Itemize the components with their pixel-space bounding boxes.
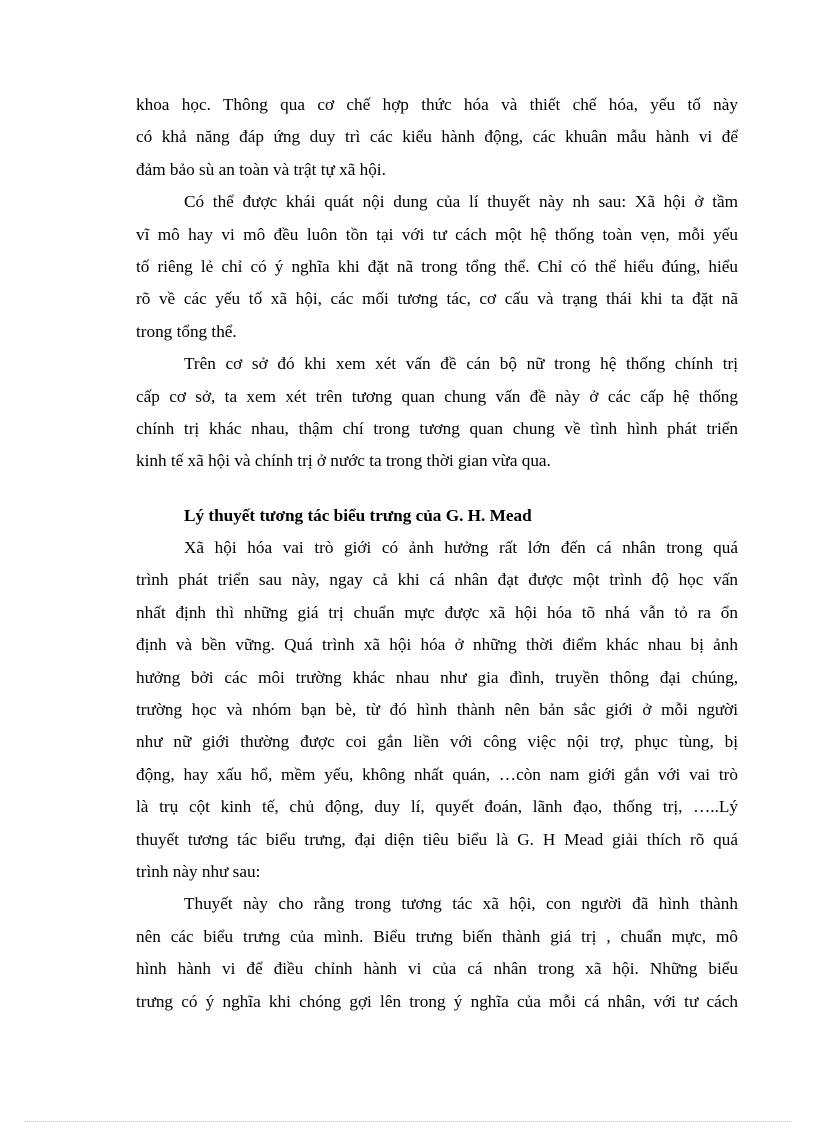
text-line: có khả năng đáp ứng duy trì các kiểu hành động, các khuân mẫu hành vi để	[136, 127, 738, 147]
paragraph-5	[136, 888, 738, 1018]
text-line: Xã hội hóa vai trò giới có ảnh hưởng rất lớn đến cá nhân trong quá	[184, 538, 738, 558]
text-line: Thuyết này cho rằng trong tương tác xã hội, con người đã hình thành	[184, 894, 738, 914]
text-line: hưởng bởi các môi trường khác nhau như gia đình, truyền thông đại chúng,	[136, 667, 738, 687]
section-gap	[136, 478, 738, 500]
paragraph-2	[136, 186, 738, 348]
text-line: định và bền vững. Quá trình xã hội hóa ở những thời điểm khác nhau bị ảnh	[136, 635, 738, 655]
text-line: hình hành vi để điều chỉnh hành vi của cá nhân trong xã hội. Những biểu	[136, 959, 738, 979]
text-line: kinh tế xã hội và chính trị ở nước ta trong thời gian vừa qua.	[136, 451, 551, 471]
text-line: vĩ mô hay vi mô đều luôn tồn tại với tư cách một hệ thống toàn vẹn, mỗi yếu	[136, 224, 738, 244]
text-line: Trên cơ sở đó khi xem xét vấn đề cán bộ nữ trong hệ thống chính trị	[184, 354, 738, 374]
text-line: động, hay xấu hổ, mềm yếu, không nhất quán, …còn nam giới gắn với vai trò	[136, 764, 738, 784]
text-line: khoa học. Thông qua cơ chế hợp thức hóa và thiết chế hóa, yếu tố này	[136, 95, 738, 114]
text-line: chính trị khác nhau, thậm chí trong tương quan chung về tình hình phát triển	[136, 418, 738, 438]
text-line: nhất định thì những giá trị chuẩn mực được xã hội hóa tõ nhá vẫn tỏ ra ổn	[136, 602, 738, 622]
text-line: rõ về các yếu tố xã hội, các mối tương tác, cơ cấu và trạng thái khi ta đặt nã	[136, 289, 738, 309]
text-line: Có thể được khái quát nội dung của lí thuyết này nh sau: Xã hội ở tầm	[184, 192, 738, 212]
page-bottom-rule	[24, 1121, 792, 1122]
text-line: trường học và nhóm bạn bè, từ đó hình thành nên bản sắc giới ở mỗi người	[136, 700, 738, 720]
text-line: trong tổng thể.	[136, 321, 237, 341]
text-line: nên các biểu trưng của mình. Biểu trưng biến thành giá trị , chuẩn mực, mô	[136, 926, 738, 946]
text-line: trình này như sau:	[136, 861, 261, 881]
paragraph-3	[136, 348, 738, 478]
text-line: như nữ giới thường được coi gắn liền với công việc nội trợ, phục tùng, bị	[136, 732, 738, 752]
text-line: đảm bảo sù an toàn và trật tự xã hội.	[136, 159, 386, 179]
text-line: tố riêng lẻ chỉ có ý nghĩa khi đặt nã trong tổng thể. Chỉ có thể hiểu đúng, hiểu	[136, 256, 738, 276]
text-line: trình phát triển sau này, ngay cả khi cá nhân đạt được một trình độ học vấn	[136, 570, 738, 590]
document-body	[136, 89, 738, 1018]
text-line: cấp cơ sở, ta xem xét trên tương quan chung vấn đề này ở các cấp hệ thống	[136, 386, 738, 406]
paragraph-4	[136, 532, 738, 888]
text-line: trưng có ý nghĩa khi chóng gợi lên trong ý nghĩa của mỗi cá nhân, với tư cách	[136, 991, 738, 1011]
paragraph-1	[136, 89, 738, 186]
section-heading: Lý thuyết tương tác biểu trưng của G. H. Mead	[184, 505, 532, 525]
text-line: thuyết tương tác biểu trưng, đại diện tiêu biểu là G. H Mead giải thích rõ quá	[136, 829, 738, 849]
text-line: là trụ cột kinh tế, chủ động, duy lí, quyết đoán, lãnh đạo, thống trị, …..Lý	[136, 797, 738, 817]
